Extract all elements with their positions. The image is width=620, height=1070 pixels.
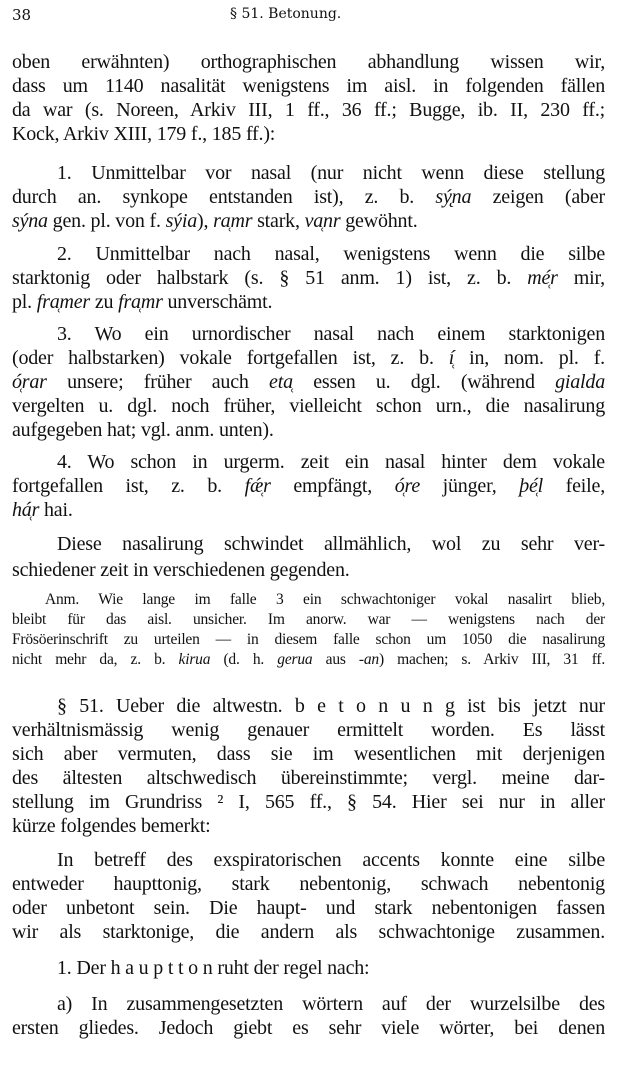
text-line: [12, 418, 605, 442]
italic-term: ó̜rar: [12, 371, 47, 393]
text-line: [12, 814, 605, 838]
text-line: [57, 242, 605, 266]
text-line: [12, 920, 605, 944]
footnote-line: [45, 590, 605, 610]
text-segment: des ältesten altschwedisch übereinstimmte; vergl. meine dar-: [12, 767, 605, 789]
text-line: [12, 209, 605, 233]
text-line: [12, 742, 605, 766]
italic-term: kirua: [178, 651, 211, 668]
text-segment: vergelten u. dgl. noch früher, vielleicht schon urn., die nasalirung: [12, 395, 605, 417]
italic-term: sýna: [12, 210, 48, 232]
text-segment: starktonig oder halbstark (s. § 51 anm. 1) ist, z. b.: [12, 267, 528, 289]
text-segment: ersten gliedes. Jedoch giebt es sehr viele wörter, bei denen: [12, 1017, 605, 1039]
text-segment: (oder halbstarken) vokale fortgefallen ist, z. b.: [12, 347, 449, 369]
text-line: [12, 394, 605, 418]
italic-term: ra̜mr: [213, 210, 253, 232]
text-segment: wir als starktonige, die andern als schwachtonige zusammen.: [12, 921, 605, 943]
text-segment: oder unbetont sein. Die haupt- und stark nebentonigen fassen: [12, 897, 605, 919]
text-line: [57, 161, 605, 185]
italic-term: va̜nr: [304, 210, 341, 232]
text-line: [57, 532, 605, 556]
text-line: [12, 872, 605, 896]
italic-term: ó̜re: [394, 475, 421, 497]
text-segment: § 51. Ueber die altwestn. b e t o n u n g ist bis jetzt nur: [57, 695, 605, 717]
text-line: [12, 766, 605, 790]
italic-term: há̜r: [12, 499, 40, 521]
text-line: [12, 122, 605, 146]
text-segment: ) machen; s. Arkiv III, 31 ff.: [378, 651, 606, 668]
text-segment: gen. pl. von f.: [47, 210, 166, 232]
italic-term: fǽ̜r: [244, 475, 271, 497]
text-segment: stark,: [252, 210, 305, 232]
text-line: [12, 558, 605, 582]
footnote-line: [12, 650, 605, 670]
text-line: [57, 992, 605, 1016]
text-segment: Anm. Wie lange im falle 3 ein schwachtoniger vokal nasalirt blieb,: [45, 591, 605, 608]
text-segment: sich aber vermuten, dass sie im wesentlichen mit derjenigen: [12, 743, 605, 765]
text-line: [57, 694, 605, 718]
text-line: [12, 74, 605, 98]
footnote-line: [12, 610, 605, 630]
text-segment: dass um 1140 nasalität wenigstens im aisl. in folgenden fällen: [12, 75, 605, 97]
text-segment: nicht mehr da, z. b.: [12, 651, 179, 668]
text-segment: in, nom. pl. f.: [454, 347, 605, 369]
text-segment: unsere; früher auch: [46, 371, 270, 393]
text-line: [57, 848, 605, 872]
text-segment: oben erwähnten) orthographischen abhandlung wissen wir,: [12, 51, 605, 73]
text-segment: aus: [312, 651, 359, 668]
text-segment: 1. Unmittelbar vor nasal (nur nicht wenn diese stellung: [57, 162, 605, 184]
text-line: [12, 790, 605, 814]
text-segment: zeigen (aber: [471, 186, 605, 208]
italic-term: eta̜: [269, 371, 293, 393]
text-segment: Diese nasalirung schwindet allmählich, wol zu sehr ver-: [57, 533, 605, 555]
text-line: [57, 956, 605, 980]
text-line: [12, 50, 605, 74]
italic-term: gerua: [277, 651, 313, 668]
italic-term: mé̜r: [527, 267, 558, 289]
text-line: [12, 718, 605, 742]
text-segment: fortgefallen ist, z. b.: [12, 475, 245, 497]
text-segment: entweder haupttonig, stark nebentonig, schwach nebentonig: [12, 873, 605, 895]
text-line: [12, 290, 605, 314]
text-line: [12, 498, 605, 522]
text-segment: gewöhnt.: [340, 210, 418, 232]
text-segment: jünger,: [420, 475, 520, 497]
text-segment: pl.: [12, 291, 37, 313]
text-line: [57, 450, 605, 474]
footnote-line: [12, 630, 605, 650]
text-line: [12, 98, 605, 122]
text-segment: 3. Wo ein urnordischer nasal nach einem starktonigen: [57, 323, 605, 345]
text-segment: aufgegeben hat; vgl. anm. unten).: [12, 419, 274, 441]
text-segment: schiedener zeit in verschiedenen gegenden.: [12, 559, 350, 581]
text-segment: durch an. synkope entstanden ist), z. b.: [12, 186, 436, 208]
text-segment: (d. h.: [210, 651, 278, 668]
italic-term: -an: [358, 651, 379, 668]
text-segment: 1. Der h a u p t t o n ruht der regel nach:: [57, 957, 370, 979]
italic-term: sý̨na: [435, 186, 472, 208]
italic-term: þé̜l: [519, 475, 544, 497]
text-segment: feile,: [543, 475, 605, 497]
page-number: 38: [12, 6, 32, 24]
text-segment: Frösöerinschrift zu urteilen — in diesem falle schon um 1050 die nasalirung: [12, 631, 605, 648]
text-line: [57, 322, 605, 346]
text-segment: 2. Unmittelbar nach nasal, wenigstens wenn die silbe: [57, 243, 605, 265]
text-segment: In betreff des exspiratorischen accents konnte eine silbe: [57, 849, 605, 871]
text-segment: da war (s. Noreen, Arkiv III, 1 ff., 36 ff.; Bugge, ib. II, 230 ff.;: [12, 99, 605, 121]
text-line: [12, 474, 605, 498]
italic-term: sýia: [165, 210, 197, 232]
text-line: [12, 346, 605, 370]
italic-term: í̜: [448, 347, 455, 369]
text-segment: ),: [197, 210, 214, 232]
text-segment: zu: [90, 291, 119, 313]
text-segment: mir,: [557, 267, 605, 289]
italic-term: fra̜mr: [118, 291, 163, 313]
text-segment: unverschämt.: [162, 291, 273, 313]
text-line: [12, 896, 605, 920]
running-head: § 51. Betonung.: [230, 6, 342, 22]
text-line: [12, 266, 605, 290]
text-segment: a) In zusammengesetzten wörtern auf der wurzelsilbe des: [57, 993, 605, 1015]
text-segment: bleibt für das aisl. unsicher. Im anorw. war — wenigstens nach der: [12, 611, 605, 628]
text-segment: stellung im Grundriss ² I, 565 ff., § 54. Hier sei nur in aller: [12, 791, 605, 813]
text-segment: empfängt,: [270, 475, 395, 497]
text-line: [12, 185, 605, 209]
text-segment: hai.: [39, 499, 73, 521]
text-line: [12, 370, 605, 394]
text-segment: Kock, Arkiv XIII, 179 f., 185 ff.):: [12, 123, 276, 145]
text-segment: kürze folgendes bemerkt:: [12, 815, 211, 837]
italic-term: gialda: [555, 371, 605, 393]
text-segment: 4. Wo schon in urgerm. zeit ein nasal hinter dem vokale: [57, 451, 605, 473]
text-segment: essen u. dgl. (während: [292, 371, 556, 393]
text-line: [12, 1016, 605, 1040]
text-segment: verhältnismässig wenig genauer ermittelt worden. Es lässt: [12, 719, 605, 741]
italic-term: fra̜mer: [36, 291, 91, 313]
